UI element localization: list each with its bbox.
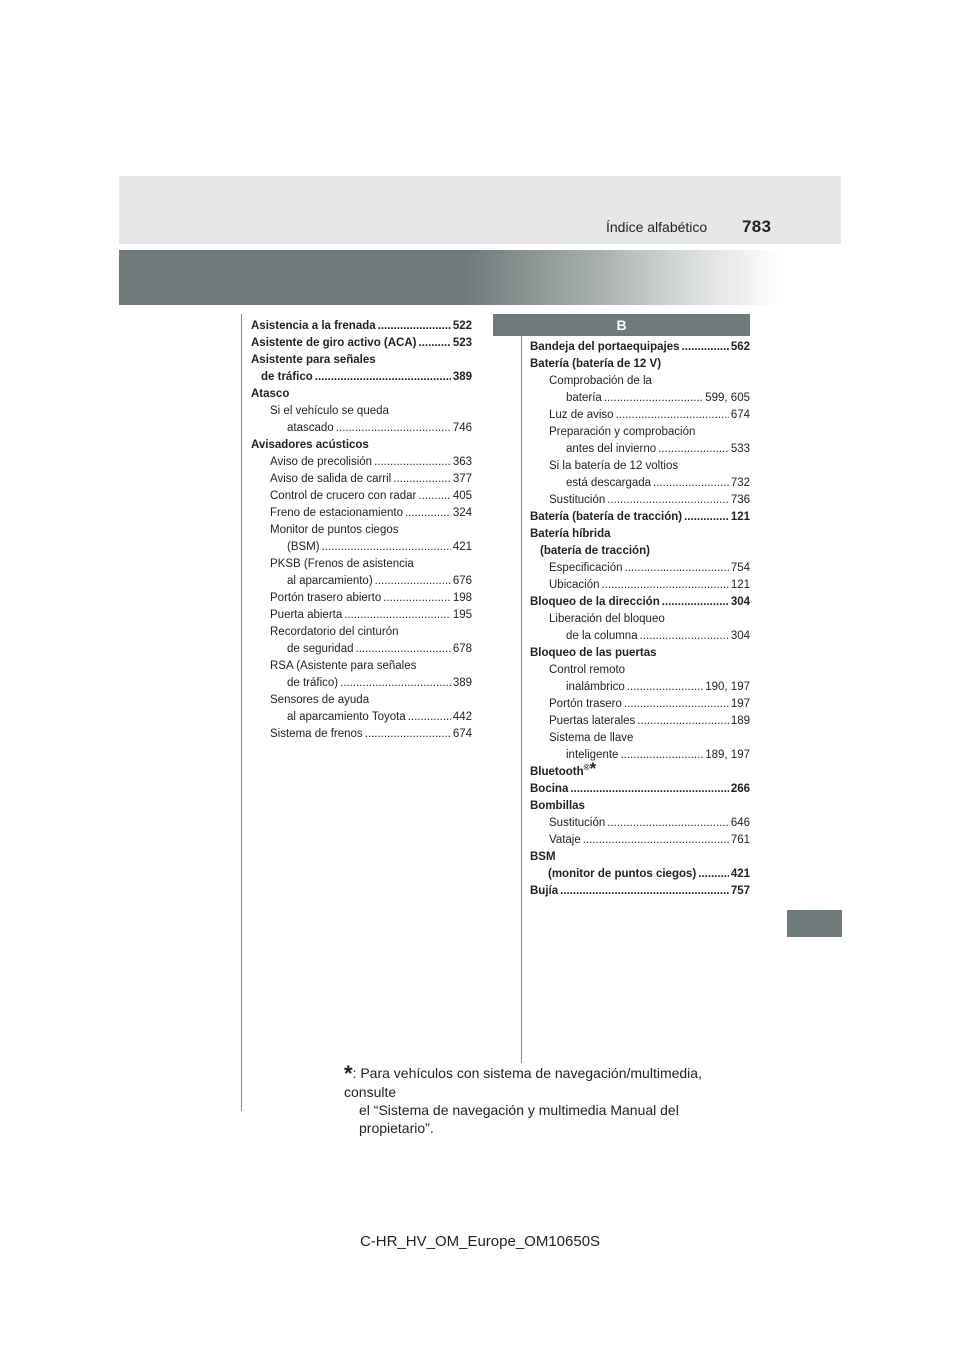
dot-leader bbox=[682, 339, 729, 356]
index-entry[interactable] bbox=[530, 543, 750, 560]
entry-term: Portón trasero bbox=[549, 698, 622, 710]
entry-page: 674 bbox=[452, 728, 472, 740]
entry-term: Freno de estacionamiento bbox=[270, 507, 403, 519]
index-entry[interactable] bbox=[251, 709, 472, 726]
dot-leader bbox=[336, 420, 451, 437]
index-entry[interactable] bbox=[530, 849, 750, 866]
index-entry[interactable] bbox=[530, 866, 750, 883]
dot-leader bbox=[607, 815, 729, 832]
page-number: 783 bbox=[742, 217, 772, 236]
entry-page: 198 bbox=[452, 592, 472, 604]
dot-leader bbox=[698, 866, 729, 883]
entry-term: de tráfico) bbox=[287, 677, 339, 689]
entry-term: Bluetooth bbox=[530, 766, 584, 778]
dot-leader bbox=[356, 641, 451, 658]
entry-term: BSM bbox=[530, 851, 556, 863]
entry-term: Recordatorio del cinturón bbox=[270, 626, 399, 638]
entry-term: Si el vehículo se queda bbox=[270, 405, 389, 417]
entry-term: Control de crucero con radar bbox=[270, 490, 417, 502]
entry-term: al aparcamiento) bbox=[287, 575, 373, 587]
index-entry[interactable] bbox=[530, 696, 750, 713]
dot-leader bbox=[583, 832, 729, 849]
entry-term: Puerta abierta bbox=[270, 609, 343, 621]
entry-term: Bujía bbox=[530, 885, 559, 897]
entry-term: Monitor de puntos ciegos bbox=[270, 524, 399, 536]
entry-page: 266 bbox=[730, 783, 750, 795]
entry-term: Batería (batería de tracción) bbox=[530, 511, 683, 523]
entry-page: 189 bbox=[730, 715, 750, 727]
entry-page: 757 bbox=[730, 885, 750, 897]
index-entry[interactable] bbox=[251, 505, 472, 522]
entry-term: Preparación y comprobación bbox=[549, 426, 696, 438]
entry-term: Bloqueo de las puertas bbox=[530, 647, 657, 659]
document-id: C-HR_HV_OM_Europe_OM10650S bbox=[359, 1233, 601, 1250]
dot-leader bbox=[658, 441, 729, 458]
entry-term: al aparcamiento Toyota bbox=[287, 711, 406, 723]
entry-term: (BSM) bbox=[287, 541, 320, 553]
index-entry[interactable] bbox=[251, 624, 472, 641]
entry-page: 389 bbox=[452, 677, 472, 689]
dot-leader bbox=[374, 454, 451, 471]
entry-term: atascado bbox=[287, 422, 334, 434]
index-entry[interactable] bbox=[530, 424, 750, 441]
index-entry[interactable] bbox=[530, 747, 750, 764]
entry-page: 674 bbox=[730, 409, 750, 421]
entry-term: Batería (batería de 12 V) bbox=[530, 358, 662, 370]
entry-term: Sistema de llave bbox=[549, 732, 634, 744]
footnote-line-1 bbox=[344, 1061, 754, 1101]
dot-leader bbox=[620, 747, 703, 764]
dot-leader bbox=[627, 679, 703, 696]
index-entry[interactable] bbox=[530, 356, 750, 373]
letter-heading-b: B bbox=[493, 314, 750, 336]
dot-leader bbox=[340, 675, 451, 692]
index-entry[interactable] bbox=[530, 441, 750, 458]
entry-term: batería bbox=[566, 392, 602, 404]
entry-page: 197 bbox=[730, 698, 750, 710]
index-entry[interactable] bbox=[530, 730, 750, 747]
index-entry[interactable] bbox=[251, 539, 472, 556]
dot-leader bbox=[375, 573, 451, 590]
entry-term: Bocina bbox=[530, 783, 569, 795]
dot-leader bbox=[344, 607, 451, 624]
dot-leader bbox=[625, 560, 729, 577]
entry-term: Ubicación bbox=[549, 579, 600, 591]
footnote-marker: * bbox=[344, 1061, 353, 1086]
index-entry[interactable] bbox=[251, 556, 472, 573]
entry-term: Puertas laterales bbox=[549, 715, 636, 727]
index-column-right bbox=[530, 339, 750, 900]
dot-leader bbox=[383, 590, 451, 607]
dot-leader bbox=[322, 539, 451, 556]
entry-term: Asistente de giro activo (ACA) bbox=[251, 337, 417, 349]
entry-page: 304 bbox=[730, 596, 750, 608]
index-entry[interactable] bbox=[251, 726, 472, 743]
dot-leader bbox=[418, 488, 450, 505]
entry-term: Asistente para señales bbox=[251, 354, 376, 366]
index-column-left bbox=[251, 318, 472, 743]
entry-page: 754 bbox=[730, 562, 750, 574]
index-entry[interactable] bbox=[530, 713, 750, 730]
entry-term: Aviso de precolisión bbox=[270, 456, 373, 468]
entry-term: inteligente bbox=[566, 749, 619, 761]
index-entry[interactable] bbox=[530, 759, 750, 781]
entry-term: Portón trasero abierto bbox=[270, 592, 382, 604]
index-entry[interactable] bbox=[530, 883, 750, 900]
entry-page: 121 bbox=[730, 511, 750, 523]
entry-term: RSA (Asistente para señales bbox=[270, 660, 417, 672]
left-column-rule bbox=[241, 314, 242, 1111]
entry-term: Bloqueo de la dirección bbox=[530, 596, 660, 608]
entry-term: (batería de tracción) bbox=[540, 545, 650, 557]
dot-leader bbox=[624, 696, 729, 713]
dot-leader bbox=[607, 492, 729, 509]
entry-page: 405 bbox=[452, 490, 472, 502]
dot-leader bbox=[637, 713, 729, 730]
dot-leader bbox=[405, 505, 451, 522]
entry-page: 533 bbox=[730, 443, 750, 455]
chapter-band bbox=[119, 250, 784, 305]
entry-page: 195 bbox=[452, 609, 472, 621]
index-entry[interactable] bbox=[251, 352, 472, 369]
index-entry[interactable] bbox=[251, 454, 472, 471]
entry-page: 523 bbox=[452, 337, 472, 349]
dot-leader bbox=[616, 407, 729, 424]
entry-term: Asistencia a la frenada bbox=[251, 320, 376, 332]
entry-term: (monitor de puntos ciegos) bbox=[548, 868, 697, 880]
entry-page: 442 bbox=[452, 711, 472, 723]
dot-leader bbox=[365, 726, 451, 743]
index-entry[interactable] bbox=[530, 407, 750, 424]
entry-term: Bandeja del portaequipajes bbox=[530, 341, 680, 353]
index-entry[interactable] bbox=[530, 390, 750, 407]
footnote-line-2: el “Sistema de navegación y multimedia Manual del propietario”. bbox=[359, 1102, 679, 1136]
index-entry[interactable] bbox=[251, 318, 472, 335]
entry-term: Aviso de salida de carril bbox=[270, 473, 392, 485]
registered-mark: ® bbox=[583, 763, 590, 772]
entry-term: Liberación del bloqueo bbox=[549, 613, 665, 625]
entry-term: Especificación bbox=[549, 562, 623, 574]
index-entry[interactable] bbox=[251, 437, 472, 454]
dot-leader bbox=[408, 709, 451, 726]
index-entry[interactable] bbox=[530, 679, 750, 696]
entry-page: 646 bbox=[730, 817, 750, 829]
index-entry[interactable] bbox=[530, 611, 750, 628]
index-entry[interactable] bbox=[530, 662, 750, 679]
index-entry[interactable] bbox=[251, 573, 472, 590]
entry-term: Sensores de ayuda bbox=[270, 694, 370, 706]
index-entry[interactable] bbox=[251, 658, 472, 675]
entry-page: 121 bbox=[730, 579, 750, 591]
entry-term: Atasco bbox=[251, 388, 290, 400]
entry-page: 363 bbox=[452, 456, 472, 468]
index-entry[interactable] bbox=[530, 781, 750, 798]
entry-term: Batería híbrida bbox=[530, 528, 611, 540]
entry-term: Luz de aviso bbox=[549, 409, 614, 421]
entry-page: 324 bbox=[452, 507, 472, 519]
index-entry[interactable] bbox=[530, 560, 750, 577]
entry-term: Bombillas bbox=[530, 800, 585, 812]
entry-page: 732 bbox=[730, 477, 750, 489]
index-entry[interactable] bbox=[251, 522, 472, 539]
index-entry[interactable] bbox=[251, 641, 472, 658]
section-title: Índice alfabético bbox=[606, 219, 708, 235]
entry-term: Vataje bbox=[549, 834, 581, 846]
entry-page: 189, 197 bbox=[705, 749, 750, 761]
dot-leader bbox=[640, 628, 729, 645]
entry-term: Control remoto bbox=[549, 664, 626, 676]
dot-leader bbox=[419, 335, 451, 352]
index-entry[interactable] bbox=[251, 488, 472, 505]
entry-term: Sistema de frenos bbox=[270, 728, 363, 740]
dot-leader bbox=[684, 509, 729, 526]
dot-leader bbox=[315, 369, 451, 386]
dot-leader bbox=[570, 781, 728, 798]
entry-page: 746 bbox=[452, 422, 472, 434]
entry-term: está descargada bbox=[566, 477, 652, 489]
index-entry[interactable] bbox=[251, 675, 472, 692]
entry-page: 562 bbox=[730, 341, 750, 353]
index-entry[interactable] bbox=[530, 339, 750, 356]
dot-leader bbox=[378, 318, 451, 335]
entry-term: Si la batería de 12 voltios bbox=[549, 460, 679, 472]
index-entry[interactable] bbox=[251, 386, 472, 403]
entry-term: PKSB (Frenos de asistencia bbox=[270, 558, 414, 570]
index-entry[interactable] bbox=[530, 832, 750, 849]
entry-term: Sustitución bbox=[549, 817, 606, 829]
index-entry[interactable] bbox=[530, 645, 750, 662]
index-entry[interactable] bbox=[530, 492, 750, 509]
index-entry[interactable] bbox=[530, 577, 750, 594]
dot-leader bbox=[653, 475, 729, 492]
index-entry[interactable] bbox=[251, 335, 472, 352]
index-entry[interactable] bbox=[530, 458, 750, 475]
index-entry[interactable] bbox=[251, 403, 472, 420]
chapter-side-tab[interactable] bbox=[787, 910, 842, 937]
entry-page: 421 bbox=[730, 868, 750, 880]
entry-term: Comprobación de la bbox=[549, 375, 652, 387]
footnote-text-1: : Para vehículos con sistema de navegación/multimedia, consulte bbox=[344, 1065, 702, 1100]
entry-page: 676 bbox=[452, 575, 472, 587]
entry-term: de tráfico bbox=[261, 371, 313, 383]
entry-page: 522 bbox=[452, 320, 472, 332]
entry-term: Sustitución bbox=[549, 494, 606, 506]
index-entry[interactable] bbox=[530, 526, 750, 543]
index-entry[interactable] bbox=[530, 475, 750, 492]
index-entry[interactable] bbox=[251, 369, 472, 386]
index-entry[interactable] bbox=[530, 509, 750, 526]
entry-term: de la columna bbox=[566, 630, 638, 642]
index-entry[interactable] bbox=[530, 815, 750, 832]
index-entry[interactable] bbox=[530, 628, 750, 645]
dot-leader bbox=[393, 471, 451, 488]
middle-column-rule bbox=[521, 336, 522, 1063]
index-entry[interactable] bbox=[251, 471, 472, 488]
entry-page: 421 bbox=[452, 541, 472, 553]
entry-term: Avisadores acústicos bbox=[251, 439, 369, 451]
footnote-star: * bbox=[589, 759, 597, 778]
entry-page: 304 bbox=[730, 630, 750, 642]
entry-page: 736 bbox=[730, 494, 750, 506]
index-entry[interactable] bbox=[251, 590, 472, 607]
index-entry[interactable] bbox=[251, 692, 472, 709]
dot-leader bbox=[662, 594, 729, 611]
index-entry[interactable] bbox=[251, 420, 472, 437]
dot-leader bbox=[560, 883, 729, 900]
index-entry[interactable] bbox=[530, 373, 750, 390]
footnote bbox=[344, 1061, 754, 1137]
index-entry[interactable] bbox=[251, 607, 472, 624]
entry-page: 389 bbox=[452, 371, 472, 383]
dot-leader bbox=[604, 390, 703, 407]
entry-term: de seguridad bbox=[287, 643, 354, 655]
entry-page: 599, 605 bbox=[705, 392, 750, 404]
index-entry[interactable] bbox=[530, 798, 750, 815]
index-entry[interactable] bbox=[530, 594, 750, 611]
entry-page: 190, 197 bbox=[705, 681, 750, 693]
entry-page: 377 bbox=[452, 473, 472, 485]
entry-page: 761 bbox=[730, 834, 750, 846]
entry-page: 678 bbox=[452, 643, 472, 655]
header-bar bbox=[119, 176, 841, 244]
entry-term: inalámbrico bbox=[566, 681, 625, 693]
dot-leader bbox=[602, 577, 729, 594]
entry-term: antes del invierno bbox=[566, 443, 657, 455]
